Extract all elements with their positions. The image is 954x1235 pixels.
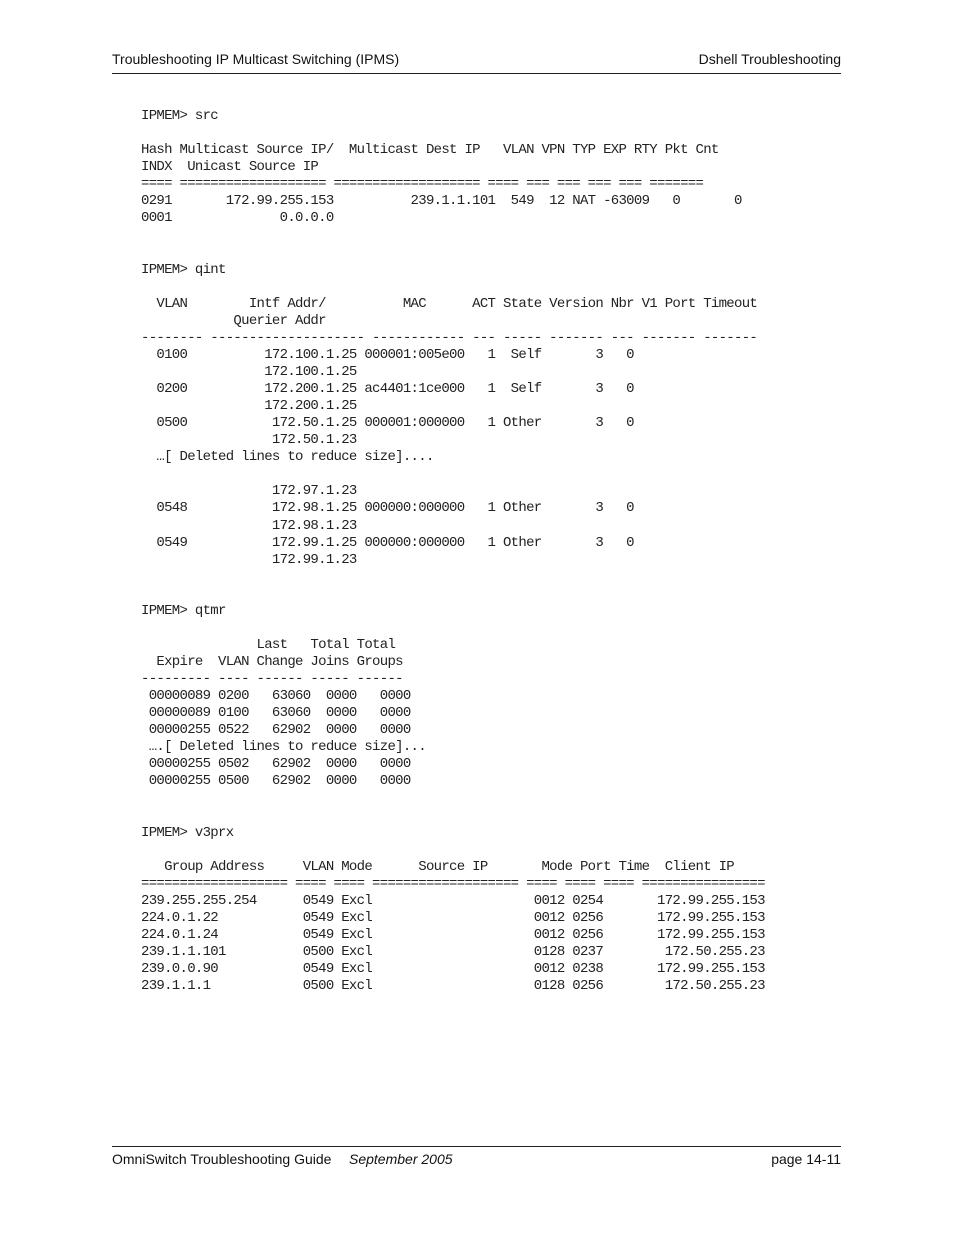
console-line: 0500 172.50.1.25 000001:000000 1 Other 3 0 [141, 415, 634, 432]
console-line: 224.0.1.24 0549 Excl 0012 0256 172.99.255.153 [141, 927, 765, 943]
console-line: --------- ---- ------ ----- ------ [141, 671, 403, 688]
console-line: …[ Deleted lines to reduce size].... [141, 449, 434, 466]
console-line: 224.0.1.22 0549 Excl 0012 0256 172.99.255.153 [141, 909, 765, 926]
console-line: IPMEM> src [141, 108, 219, 124]
page-header [112, 50, 841, 72]
console-line: Last Total Total [141, 636, 396, 653]
console-line: 172.100.1.25 [141, 363, 357, 380]
console-line: Group Address VLAN Mode Source IP Mode Port Time Client IP [141, 858, 735, 875]
console-line: INDX Unicast Source IP [141, 159, 319, 176]
console-line: 0548 172.98.1.25 000000:000000 1 Other 3 0 [141, 500, 634, 517]
console-line: 172.99.1.23 [141, 551, 357, 568]
footer-rule [112, 1146, 841, 1147]
console-line: ….[ Deleted lines to reduce size]... [141, 739, 426, 756]
console-output [141, 108, 765, 995]
console-line: IPMEM> qint [141, 261, 226, 278]
console-line: 0001 0.0.0.0 [141, 210, 334, 227]
console-line: 239.1.1.1 0500 Excl 0128 0256 172.50.255.23 [141, 978, 765, 995]
console-line: 00000255 0522 62902 0000 0000 [141, 722, 411, 739]
section-title: Dshell Troubleshooting [698, 51, 841, 67]
publication-date: September 2005 [349, 1151, 453, 1167]
console-line: Hash Multicast Source IP/ Multicast Dest IP VLAN VPN TYP EXP RTY Pkt Cnt [141, 142, 719, 159]
console-line: 172.200.1.25 [141, 398, 357, 415]
console-line: -------- -------------------- ------------ --- ----- ------- --- ------- ------- [141, 329, 758, 346]
console-line: 172.50.1.23 [141, 432, 357, 449]
console-line: 00000089 0200 63060 0000 0000 [141, 688, 411, 705]
header-rule [112, 73, 841, 74]
console-line: 0200 172.200.1.25 ac4401:1ce000 1 Self 3 0 [141, 381, 634, 397]
console-line: 172.98.1.23 [141, 517, 357, 534]
console-line: 239.255.255.254 0549 Excl 0012 0254 172.99.255.153 [141, 892, 765, 909]
console-line: Expire VLAN Change Joins Groups [141, 654, 403, 670]
console-line: 239.1.1.101 0500 Excl 0128 0237 172.50.255.23 [141, 944, 765, 961]
console-line: 239.0.0.90 0549 Excl 0012 0238 172.99.255.153 [141, 961, 765, 978]
console-line: 172.97.1.23 [141, 483, 357, 500]
guide-title: OmniSwitch Troubleshooting Guide [112, 1151, 332, 1167]
console-line: IPMEM> qtmr [141, 602, 226, 619]
console-line: ==== =================== =================== ==== === === === === ======= [141, 176, 704, 193]
console-line: 00000089 0100 63060 0000 0000 [141, 705, 411, 722]
console-line: VLAN Intf Addr/ MAC ACT State Version Nbr V1 Port Timeout [141, 295, 758, 312]
page-number: page 14-11 [771, 1151, 841, 1167]
console-line: 00000255 0500 62902 0000 0000 [141, 773, 411, 790]
console-line: 00000255 0502 62902 0000 0000 [141, 756, 411, 773]
page-footer [112, 1150, 841, 1172]
console-line: IPMEM> v3prx [141, 824, 234, 841]
chapter-title: Troubleshooting IP Multicast Switching (IPMS) [112, 51, 400, 67]
console-line: 0549 172.99.1.25 000000:000000 1 Other 3 0 [141, 534, 634, 551]
console-line: Querier Addr [141, 312, 326, 329]
console-line: =================== ==== ==== =================== ==== ==== ==== ================ [141, 875, 765, 892]
console-line: 0100 172.100.1.25 000001:005e00 1 Self 3 0 [141, 346, 634, 363]
console-line: 0291 172.99.255.153 239.1.1.101 549 12 NAT -63009 0 0 [141, 193, 742, 210]
